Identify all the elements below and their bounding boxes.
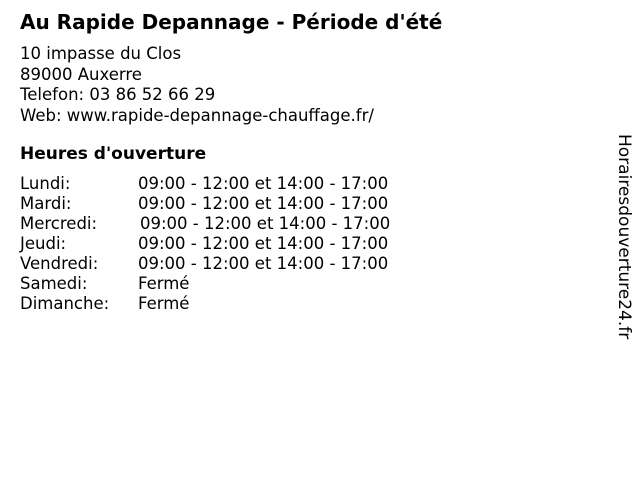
address-block <box>20 44 374 126</box>
hours-day-value: 09:00 - 12:00 et 14:00 - 17:00 <box>138 234 389 253</box>
hours-day-value: Fermé <box>138 294 190 313</box>
hours-day-value: 09:00 - 12:00 et 14:00 - 17:00 <box>138 254 389 273</box>
hours-day-label: Mercredi: <box>20 214 98 233</box>
address-web: Web: www.rapide-depannage-chauffage.fr/ <box>20 105 374 125</box>
hours-day-label: Dimanche: <box>20 294 110 313</box>
address-city: 89000 Auxerre <box>20 64 142 84</box>
hours-day-value: 09:00 - 12:00 et 14:00 - 17:00 <box>140 214 391 233</box>
hours-day-value: 09:00 - 12:00 et 14:00 - 17:00 <box>138 194 389 213</box>
site-watermark: Horairesdouverture24.fr <box>614 134 634 340</box>
hours-day-label: Vendredi: <box>20 254 99 273</box>
address-street: 10 impasse du Clos <box>20 44 182 63</box>
hours-day-label: Jeudi: <box>20 234 67 253</box>
hours-day-label: Lundi: <box>20 174 71 193</box>
address-phone: Telefon: 03 86 52 66 29 <box>20 85 216 104</box>
hours-day-value: Fermé <box>138 274 190 293</box>
hours-day-value: 09:00 - 12:00 et 14:00 - 17:00 <box>138 174 389 193</box>
page-title: Au Rapide Depannage - Période d'été <box>20 10 443 34</box>
hours-day-label: Mardi: <box>20 194 72 213</box>
opening-hours-heading: Heures d'ouverture <box>20 144 207 164</box>
hours-day-label: Samedi: <box>20 274 88 293</box>
